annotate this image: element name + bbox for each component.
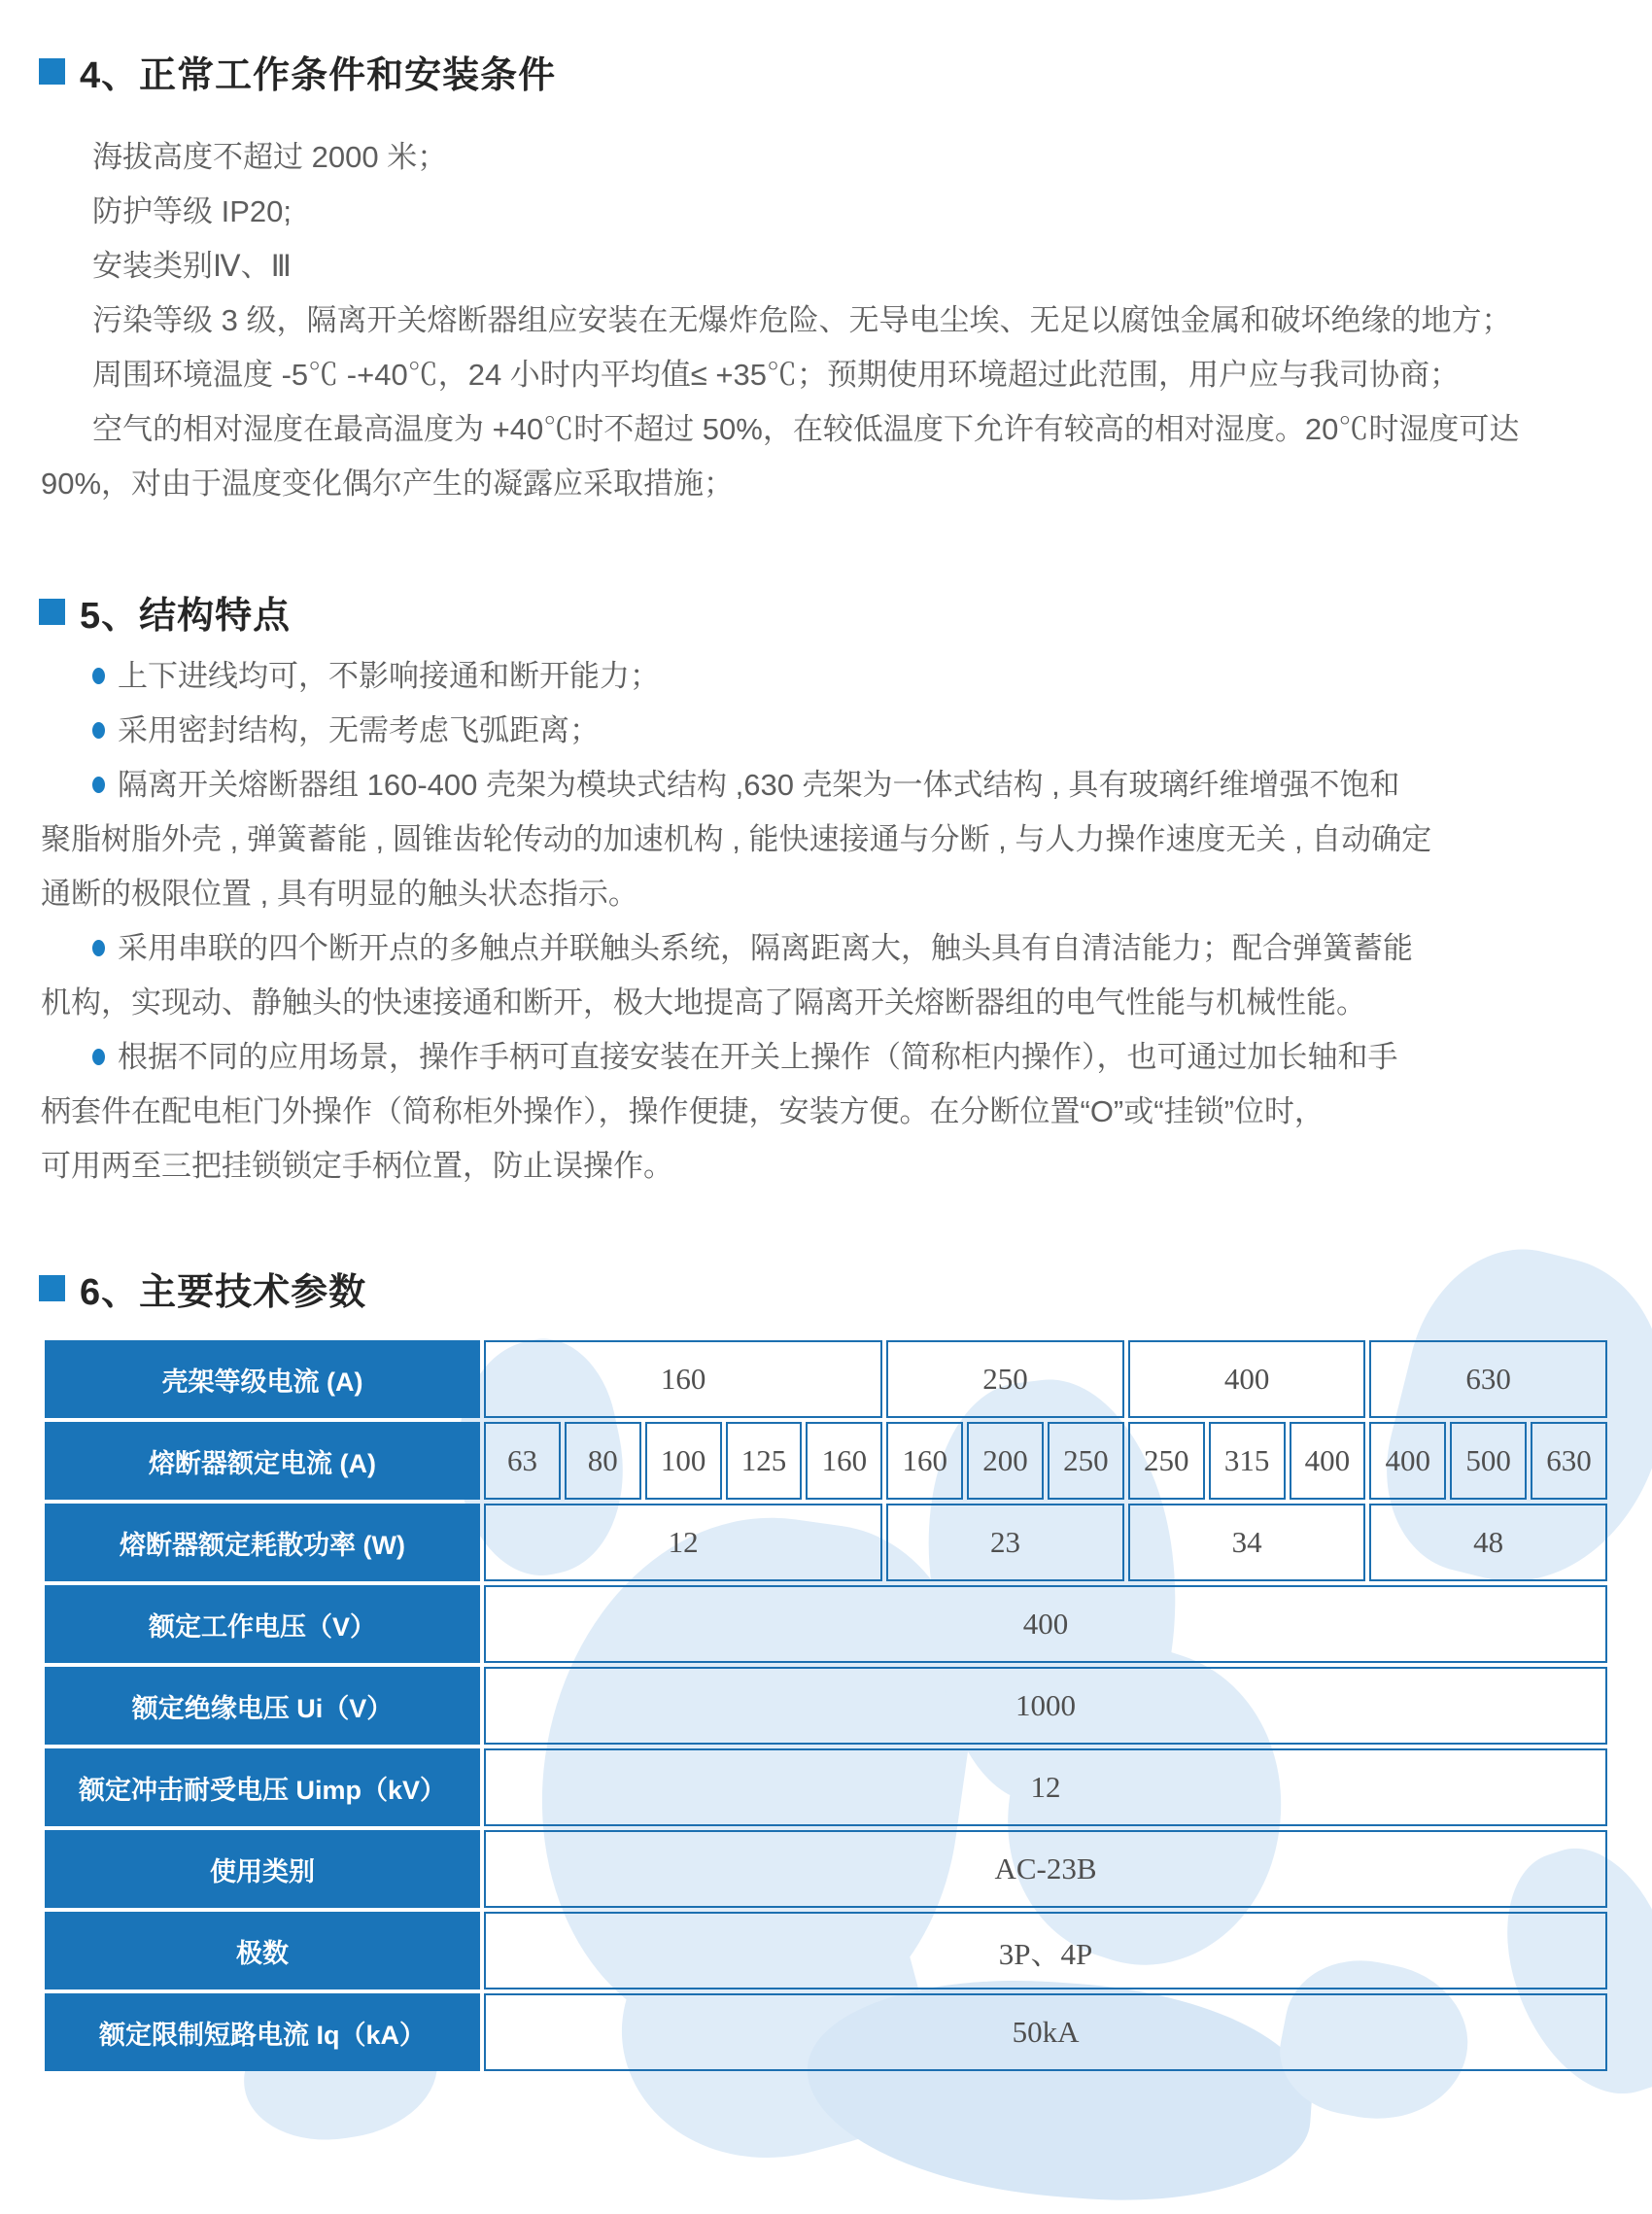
value-cell: AC-23B — [484, 1830, 1607, 1908]
text-line: 污染等级 3 级，隔离开关熔断器组应安装在无爆炸危险、无导电尘埃、无足以腐蚀金属和破坏绝缘的地方； — [92, 303, 1512, 337]
text-line: 安装类别Ⅳ、Ⅲ — [92, 249, 292, 283]
table-row — [45, 1748, 1607, 1826]
bullet-line: 机构，实现动、静触头的快速接通和断开，极大地提高了隔离开关熔断器组的电气性能与机械性能。 — [41, 986, 1366, 1020]
table-row — [45, 1667, 1607, 1745]
section-5-title: 5、结构特点 — [80, 596, 292, 637]
value-cell: 630 — [1369, 1340, 1607, 1418]
bullet-line: 隔离开关熔断器组 160-400 壳架为模块式结构 ,630 壳架为一体式结构 , 具有玻璃纤维增强不饱和 — [41, 758, 1431, 813]
value-cell: 80 — [565, 1422, 641, 1500]
section-4-heading — [39, 45, 556, 98]
table-row — [45, 1993, 1607, 2071]
value-cell: 3P、4P — [484, 1912, 1607, 1989]
row-label: 额定绝缘电压 Ui（V） — [45, 1667, 480, 1745]
bullet-line: 上下进线均可，不影响接通和断开能力； — [41, 649, 1431, 704]
value-cell: 1000 — [484, 1667, 1607, 1745]
bullet-dot-icon — [92, 722, 105, 739]
table-row — [45, 1830, 1607, 1908]
bullet-line: 柄套件在配电柜门外操作（简称柜外操作），操作便捷，安装方便。在分断位置“O”或“挂锁”位时， — [41, 1094, 1325, 1128]
value-cell: 125 — [726, 1422, 803, 1500]
row-label: 熔断器额定电流 (A) — [45, 1422, 480, 1500]
table-row — [45, 1585, 1607, 1663]
bullet-dot-icon — [92, 668, 105, 684]
row-label: 极数 — [45, 1912, 480, 1989]
section-4-title: 4、正常工作条件和安装条件 — [80, 55, 557, 96]
value-cell: 160 — [886, 1422, 963, 1500]
value-cell: 50kA — [484, 1993, 1607, 2071]
table-row — [45, 1504, 1607, 1581]
bullet-dot-icon — [92, 777, 105, 793]
text-line: 防护等级 IP20; — [92, 194, 292, 228]
value-cell: 400 — [1290, 1422, 1366, 1500]
value-cell: 315 — [1209, 1422, 1286, 1500]
value-cell: 100 — [645, 1422, 722, 1500]
value-cell: 63 — [484, 1422, 561, 1500]
value-cell: 400 — [1369, 1422, 1446, 1500]
value-cell: 12 — [484, 1504, 882, 1581]
section-5-body — [41, 649, 1431, 1193]
row-label: 熔断器额定耗散功率 (W) — [45, 1504, 480, 1581]
bullet-line: 采用密封结构，无需考虑飞弧距离； — [41, 704, 1431, 758]
bullet-line: 聚脂树脂外壳 , 弹簧蓄能 , 圆锥齿轮传动的加速机构 , 能快速接通与分断 , 与人力操作速度无关 , 自动确定 — [41, 822, 1432, 856]
bullet-line: 采用串联的四个断开点的多触点并联触头系统，隔离距离大，触头具有自清洁能力；配合弹簧蓄能 — [41, 921, 1431, 976]
bullet-line: 可用两至三把挂锁锁定手柄位置，防止误操作。 — [41, 1149, 673, 1183]
value-cell: 160 — [806, 1422, 882, 1500]
row-label: 额定限制短路电流 Iq（kA） — [45, 1993, 480, 2071]
technical-parameters-table — [41, 1336, 1611, 2075]
section-6-title: 6、主要技术参数 — [80, 1272, 367, 1313]
bullet-dot-icon — [92, 1049, 105, 1065]
value-cell: 500 — [1450, 1422, 1527, 1500]
row-label: 使用类别 — [45, 1830, 480, 1908]
bullet-line: 通断的极限位置 , 具有明显的触头状态指示。 — [41, 877, 638, 911]
value-cell: 400 — [1128, 1340, 1366, 1418]
value-cell: 250 — [886, 1340, 1124, 1418]
value-cell: 200 — [967, 1422, 1044, 1500]
section-marker-square-icon — [39, 58, 65, 85]
section-marker-square-icon — [39, 599, 65, 625]
text-line: 空气的相对湿度在最高温度为 +40℃时不超过 50%，在较低温度下允许有较高的相对湿度。20℃时湿度可达 — [92, 412, 1520, 446]
row-label: 额定工作电压（V） — [45, 1585, 480, 1663]
section-4-body — [41, 130, 1519, 511]
value-cell: 23 — [886, 1504, 1124, 1581]
value-cell: 48 — [1369, 1504, 1607, 1581]
section-6-heading — [39, 1262, 366, 1315]
value-cell: 34 — [1128, 1504, 1366, 1581]
text-line: 周围环境温度 -5℃ -+40℃，24 小时内平均值≤ +35℃；预期使用环境超过此范围，用户应与我司协商； — [92, 358, 1460, 392]
value-cell: 630 — [1531, 1422, 1607, 1500]
value-cell: 250 — [1128, 1422, 1205, 1500]
value-cell: 250 — [1048, 1422, 1124, 1500]
section-marker-square-icon — [39, 1275, 65, 1301]
text-line: 海拔高度不超过 2000 米； — [92, 140, 448, 174]
table-row — [45, 1340, 1607, 1418]
table-row — [45, 1422, 1607, 1500]
row-label: 额定冲击耐受电压 Uimp（kV） — [45, 1748, 480, 1826]
value-cell: 160 — [484, 1340, 882, 1418]
table-row — [45, 1912, 1607, 1989]
value-cell: 400 — [484, 1585, 1607, 1663]
row-label: 壳架等级电流 (A) — [45, 1340, 480, 1418]
bullet-dot-icon — [92, 940, 105, 956]
text-line: 90%，对由于温度变化偶尔产生的凝露应采取措施； — [41, 467, 735, 501]
bullet-line: 根据不同的应用场景，操作手柄可直接安装在开关上操作（简称柜内操作），也可通过加长轴和手 — [41, 1030, 1431, 1085]
value-cell: 12 — [484, 1748, 1607, 1826]
section-5-heading — [39, 585, 291, 639]
